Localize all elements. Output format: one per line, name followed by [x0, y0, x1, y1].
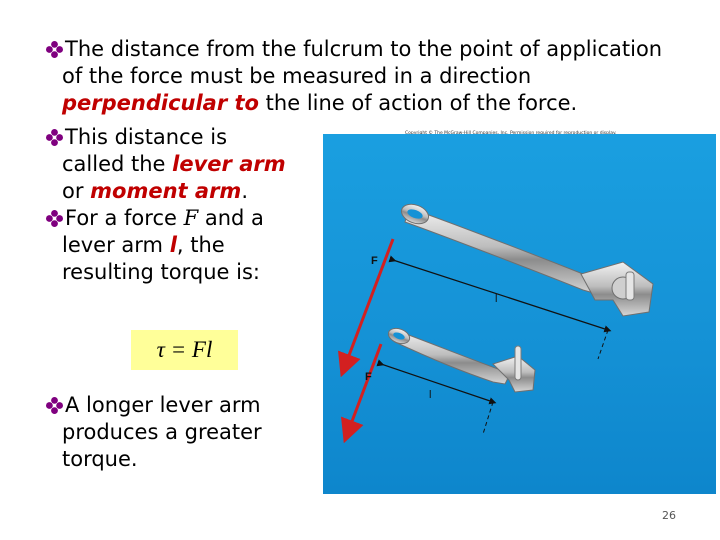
force-variable: F: [183, 206, 199, 230]
wrench-photo: [323, 134, 716, 494]
force-label-top: F: [371, 255, 378, 267]
bullet-text: , the: [176, 233, 225, 257]
highlight-term: perpendicular to: [62, 91, 259, 115]
highlight-term: moment arm: [90, 179, 242, 203]
bullet-text: The distance from the fulcrum to the point of application: [65, 37, 663, 61]
diamond-bullet-icon: [46, 210, 63, 227]
large-wrench: [399, 201, 653, 316]
force-arrow-bottom: [348, 344, 381, 432]
bullet-text: called the: [62, 152, 173, 176]
diamond-bullet-icon: [46, 41, 63, 58]
bullet-text: torque.: [62, 447, 138, 471]
diamond-bullet-icon: [46, 397, 63, 414]
bullet-text: resulting torque is:: [62, 260, 260, 284]
bullet-text: .: [241, 179, 249, 203]
force-arrow-top: [345, 239, 393, 366]
bullet-longer-lever-arm: [46, 392, 262, 473]
bullet-text: the line of action of the force.: [259, 91, 578, 115]
bullet-torque-intro: [46, 205, 264, 286]
bullet-text: and a: [198, 206, 264, 230]
small-wrench: [386, 326, 535, 392]
bullet-text: lever arm: [62, 233, 170, 257]
bullet-text: or: [62, 179, 91, 203]
bullet-text: of the force must be measured in a direction: [62, 64, 532, 88]
highlight-term: lever arm: [172, 152, 286, 176]
bullet-text: A longer lever arm: [65, 393, 261, 417]
arm-label-top: l: [495, 293, 498, 305]
wrench-illustration: [323, 134, 716, 494]
bullet-text: produces a greater: [62, 420, 262, 444]
lever-arm-variable: l: [169, 233, 177, 257]
force-label-bottom: F: [365, 371, 372, 383]
lever-arm-line-top: [393, 260, 608, 330]
bullet-text: This distance is: [65, 125, 228, 149]
torque-formula: τ = Fl: [131, 330, 238, 370]
bullet-lever-arm-definition: [46, 124, 286, 205]
diamond-bullet-icon: [46, 129, 63, 146]
page-number: 26: [662, 509, 676, 522]
bullet-text: For a force: [65, 206, 184, 230]
bullet-fulcrum-distance: [46, 36, 662, 117]
arm-label-bottom: l: [429, 389, 432, 401]
